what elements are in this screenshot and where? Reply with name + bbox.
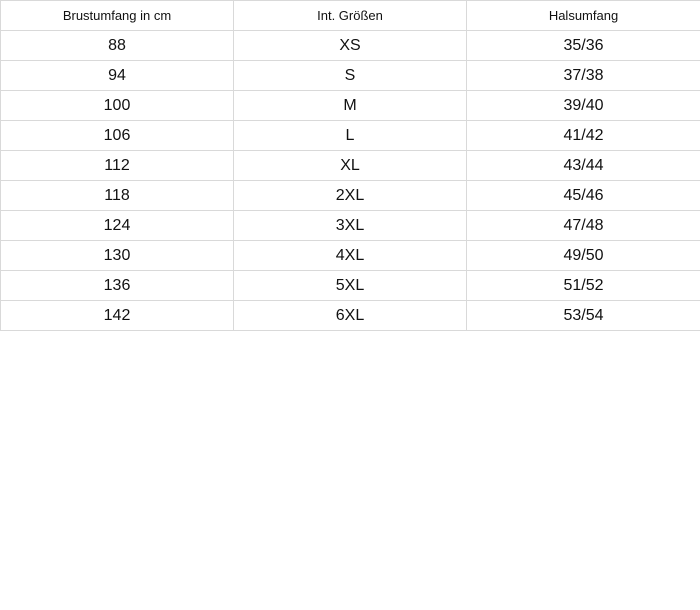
cell-chest: 88 — [1, 31, 234, 61]
cell-neck: 39/40 — [467, 91, 700, 121]
table-row — [1, 61, 700, 91]
table-row — [1, 31, 700, 61]
table-row — [1, 181, 700, 211]
cell-neck: 49/50 — [467, 241, 700, 271]
header-row — [1, 1, 700, 31]
cell-chest: 118 — [1, 181, 234, 211]
cell-chest: 136 — [1, 271, 234, 301]
cell-chest: 142 — [1, 301, 234, 331]
cell-size: M — [234, 91, 467, 121]
cell-size: S — [234, 61, 467, 91]
cell-chest: 124 — [1, 211, 234, 241]
cell-size: 2XL — [234, 181, 467, 211]
table-row — [1, 91, 700, 121]
cell-neck: 37/38 — [467, 61, 700, 91]
header-international-size: Int. Größen — [234, 1, 467, 31]
cell-neck: 53/54 — [467, 301, 700, 331]
table-row — [1, 301, 700, 331]
cell-size: 6XL — [234, 301, 467, 331]
cell-chest: 106 — [1, 121, 234, 151]
cell-neck: 45/46 — [467, 181, 700, 211]
cell-size: 3XL — [234, 211, 467, 241]
cell-size: L — [234, 121, 467, 151]
cell-chest: 112 — [1, 151, 234, 181]
cell-chest: 100 — [1, 91, 234, 121]
cell-neck: 35/36 — [467, 31, 700, 61]
cell-size: XS — [234, 31, 467, 61]
cell-size: XL — [234, 151, 467, 181]
header-neck-circumference: Halsumfang — [467, 1, 700, 31]
cell-neck: 51/52 — [467, 271, 700, 301]
cell-size: 4XL — [234, 241, 467, 271]
table-row — [1, 271, 700, 301]
cell-size: 5XL — [234, 271, 467, 301]
table-row — [1, 241, 700, 271]
table-row — [1, 121, 700, 151]
table-row — [1, 211, 700, 241]
cell-neck: 41/42 — [467, 121, 700, 151]
table-body — [1, 31, 700, 331]
table-row — [1, 151, 700, 181]
cell-chest: 130 — [1, 241, 234, 271]
table-header — [1, 1, 700, 31]
header-chest-circumference: Brustumfang in cm — [1, 1, 234, 31]
cell-neck: 43/44 — [467, 151, 700, 181]
cell-chest: 94 — [1, 61, 234, 91]
cell-neck: 47/48 — [467, 211, 700, 241]
